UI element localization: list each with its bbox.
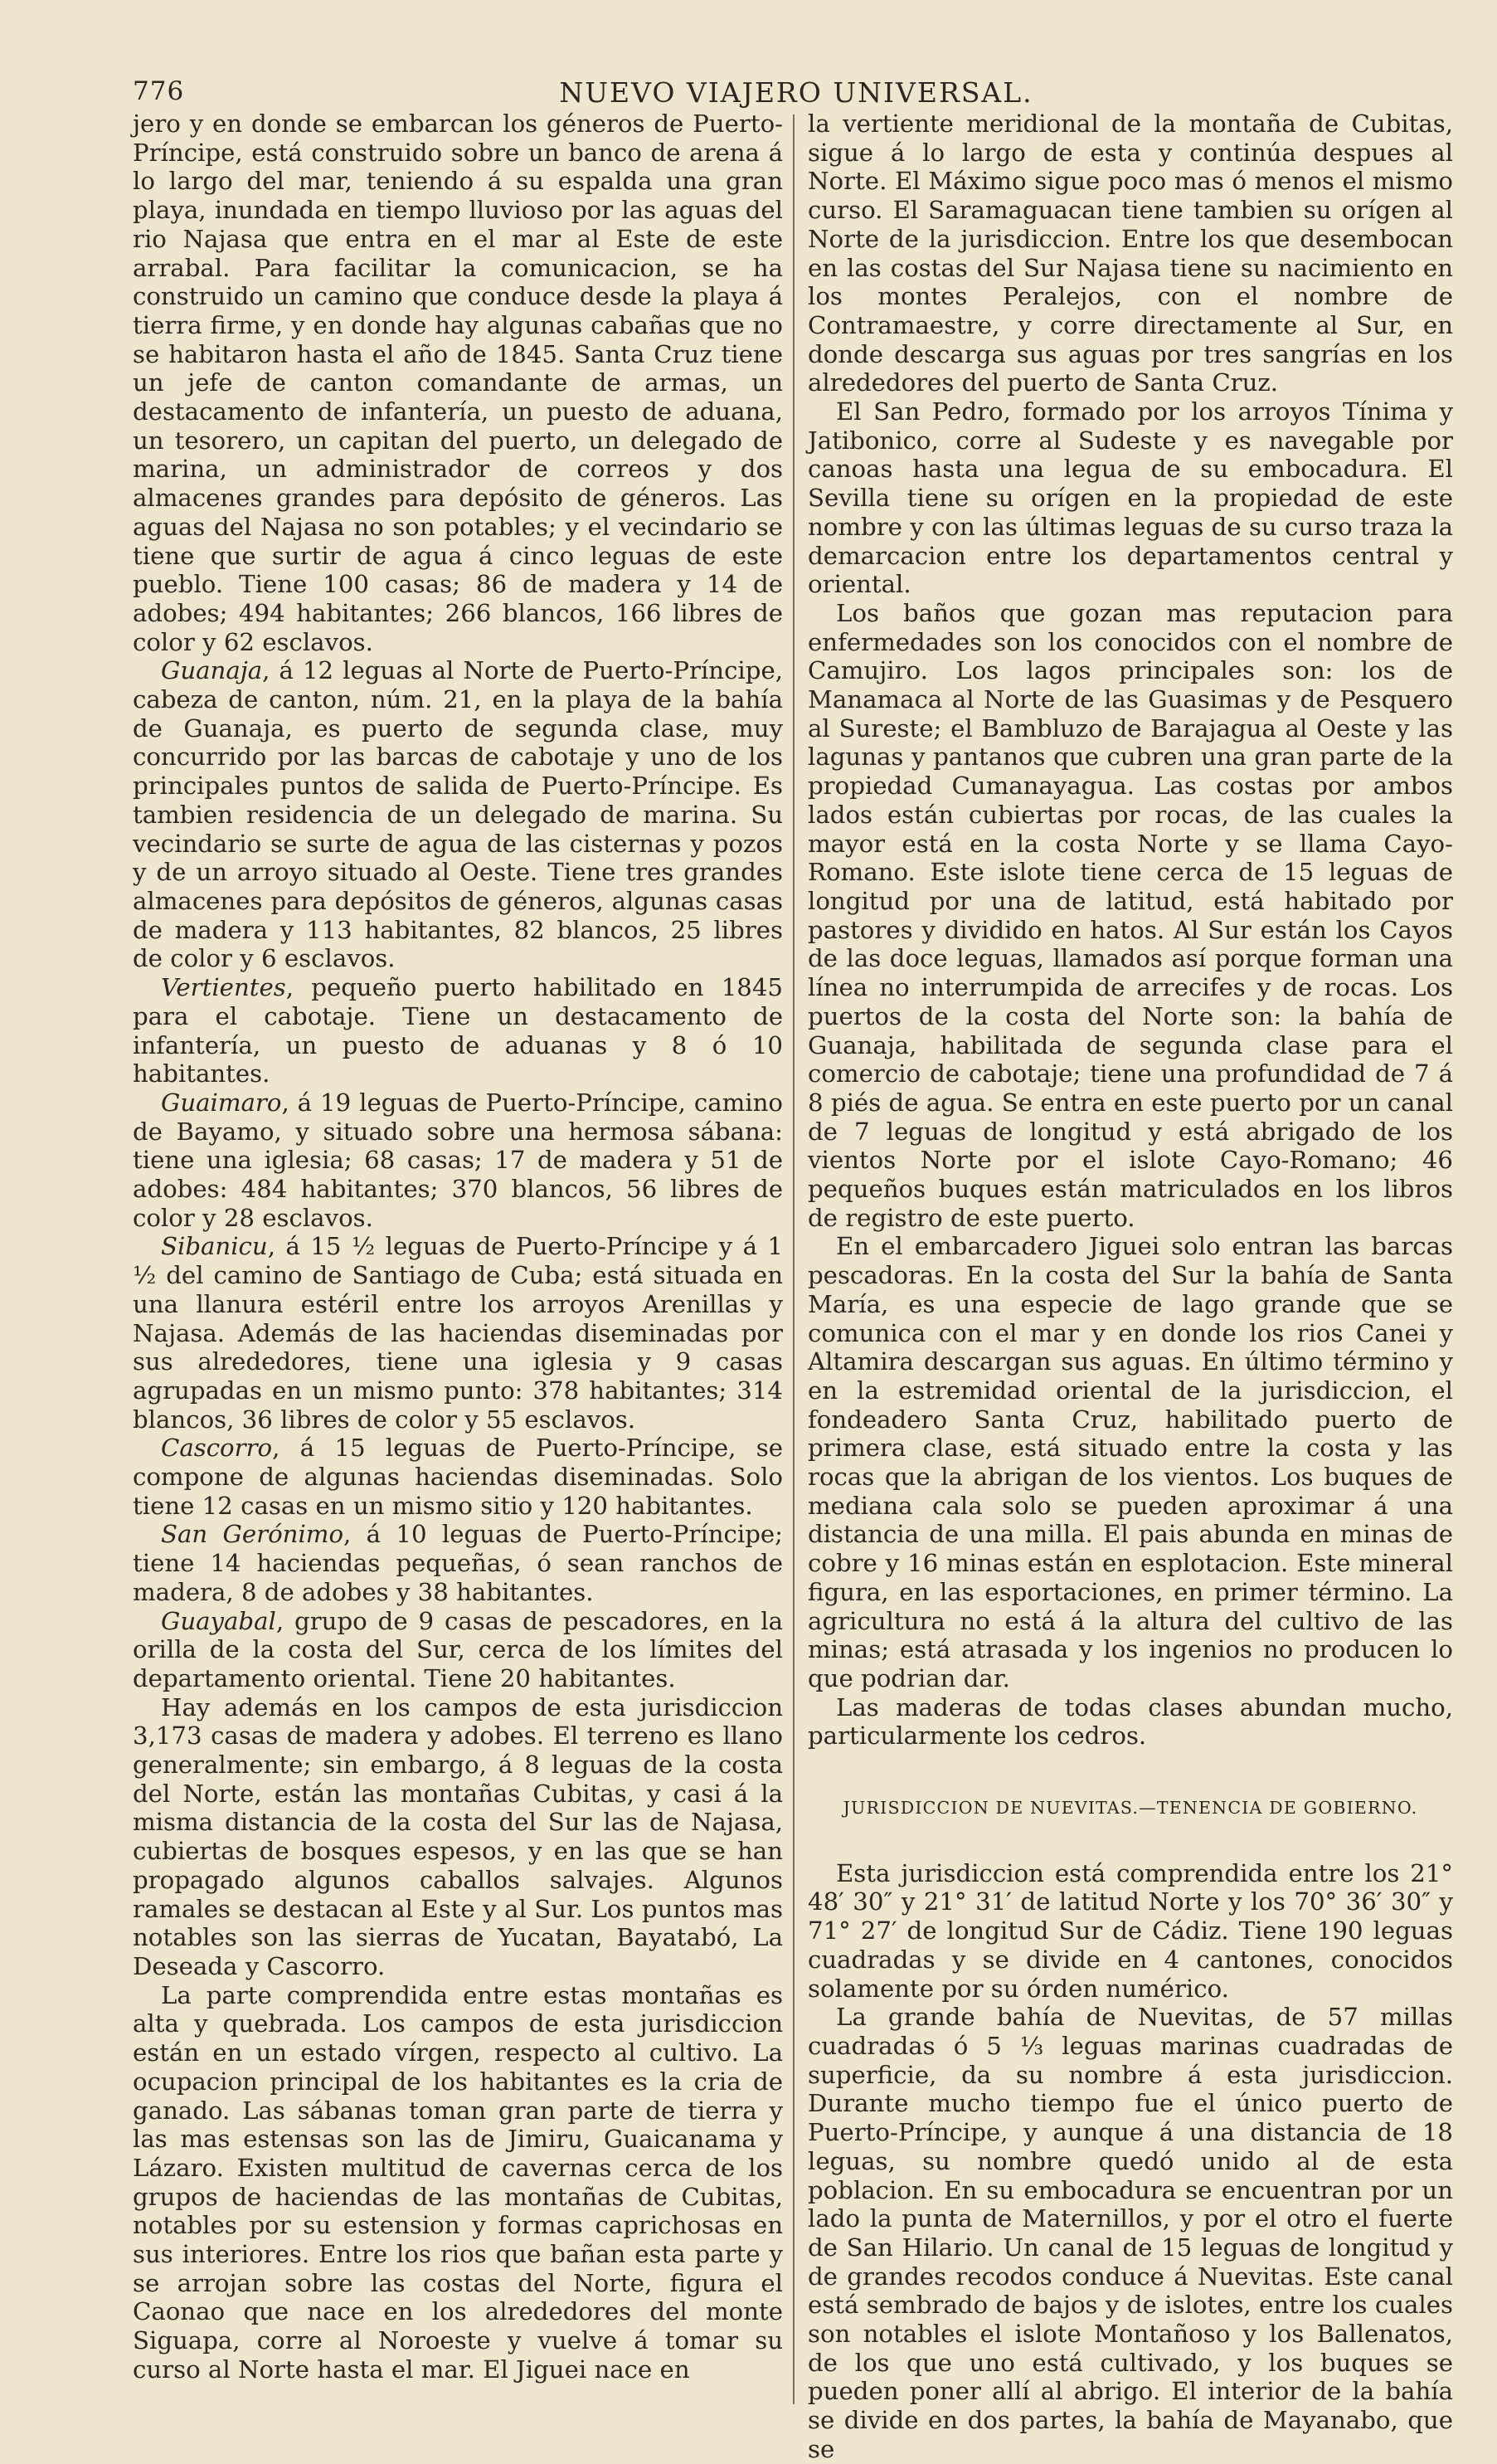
left-column [133, 110, 783, 2384]
place-name: Cascorro [161, 1434, 273, 1463]
running-title: NUEVO VIAJERO UNIVERSAL. [559, 76, 1033, 109]
paragraph: Guanaja, á 12 leguas al Norte de Puerto-Príncipe, cabeza de canton, núm. 21, en la playa de la bahía de Guanaja, es puerto de segunda clase, muy concurrido por las barcas de cabotaje y uno de los principales puntos de salida de Puerto-Príncipe. Es tambien residencia de un delegado de marina. Su vecindario se surte de agua de las cisternas y pozos y de un arroyo situado al Oeste. Tiene tres grandes almacenes para depósitos de géneros, algunas casas de madera y 113 habitantes, 82 blancos, 25 libres de color y 6 esclavos. [133, 656, 783, 973]
paragraph: Las maderas de todas clases abundan mucho, particularmente los cedros. [808, 1692, 1453, 1751]
column-divider [793, 114, 795, 2404]
paragraph: La parte comprendida entre estas montañas es alta y quebrada. Los campos de esta jurisdiccion están en un estado vírgen, respecto al cultivo. La ocupacion principal de los habitantes es la cria de ganado. Las sábanas toman gran parte de tierra y las mas estensas son las de Jimiru, Guaicanama y Lázaro. Existen multitud de cavernas cerca de los grupos de haciendas de las montañas de Cubitas, notables por su estension y formas caprichosas en sus interiores. Entre los rios que bañan esta parte y se arrojan sobre las costas del Norte, figura el Caonao que nace en los alrededores del monte Siguapa, corre al Noroeste y vuelve á tomar su curso al Norte hasta el mar. El Jiguei nace en [133, 1980, 783, 2384]
paragraph: Guaimaro, á 19 leguas de Puerto-Príncipe, camino de Bayamo, y situado sobre una hermosa sábana: tiene una iglesia; 68 casas; 17 de madera y 51 de adobes: 484 habitantes; 370 blancos, 56 libres de color y 28 esclavos. [133, 1088, 783, 1232]
page-number: 776 [133, 76, 185, 106]
page-header [133, 76, 1460, 113]
paragraph: Esta jurisdiccion está comprendida entre los 21° 48′ 30″ y 21° 31′ de latitud Norte y los 70° 36′ 30″ y 71° 27′ de longitud Sur de Cádiz. Tiene 190 leguas cuadradas y se divide en 4 cantones, conocidos solamente por su órden numérico. [808, 1858, 1453, 2003]
paragraph: La grande bahía de Nuevitas, de 57 millas cuadradas ó 5 ⅓ leguas marinas cuadradas de superficie, da su nombre á esta jurisdiccion. Durante mucho tiempo fue el único puerto de Puerto-Príncipe, y aunque á una distancia de 18 leguas, su nombre quedó unido al de esta poblacion. En su embocadura se encuentran por un lado la punta de Maternillos, y por el otro el fuerte de San Hilario. Un canal de 15 leguas de longitud y de grandes recodos conduce á Nuevitas. Este canal está sembrado de bajos y de islotes, entre los cuales son notables el islote Montañoso y los Ballenatos, de los que uno está cultivado, y los buques se pueden poner allí al abrigo. El interior de la bahía se divide en dos partes, la bahía de Mayanabo, que se [808, 2003, 1453, 2463]
paragraph: Los baños que gozan mas reputacion para enfermedades son los conocidos con el nombre de Camujiro. Los lagos principales son: los de Manamaca al Norte de las Guasimas y de Pesquero al Sureste; el Bambluzo de Barajagua al Oeste y las lagunas y pantanos que cubren una gran parte de la propiedad Cumanayagua. Las costas por ambos lados están cubiertas por rocas, de las cuales la mayor está en la costa Norte y se llama Cayo-Romano. Este islote tiene cerca de 15 leguas de longitud por una de latitud, está habitado por pastores y dividido en hatos. Al Sur están los Cayos de las doce leguas, llamados así porque forman una línea no interrumpida de arrecifes y de rocas. Los puertos de la costa del Norte son: la bahía de Guanaja, habilitada de segunda clase para el comercio de cabotaje; tiene una profundidad de 7 á 8 piés de agua. Se entra en este puerto por un canal de 7 leguas de longitud y está abrigado de los vientos Norte por el islote Cayo-Romano; 46 pequeños buques están matriculados en los libros de registro de este puerto. [808, 598, 1453, 1232]
paragraph: Guayabal, grupo de 9 casas de pescadores, en la orilla de la costa del Sur, cerca de los límites del departamento oriental. Tiene 20 habitantes. [133, 1606, 783, 1692]
paragraph: jero y en donde se embarcan los géneros de Puerto-Príncipe, está construido sobre un banco de arena á lo largo del mar, teniendo á su espalda una gran playa, inundada en tiempo lluvioso por las aguas del rio Najasa que entra en el mar al Este de este arrabal. Para facilitar la comunicacion, se ha construido un camino que conduce desde la playa á tierra firme, y en donde hay algunas cabañas que no se habitaron hasta el año de 1845. Santa Cruz tiene un jefe de canton comandante de armas, un destacamento de infantería, un puesto de aduana, un tesorero, un capitan del puerto, un delegado de marina, un administrador de correos y dos almacenes grandes para depósito de géneros. Las aguas del Najasa no son potables; y el vecindario se tiene que surtir de agua á cinco leguas de este pueblo. Tiene 100 casas; 86 de madera y 14 de adobes; 494 habitantes; 266 blancos, 166 libres de color y 62 esclavos. [133, 110, 783, 656]
paragraph: Sibanicu, á 15 ½ leguas de Puerto-Príncipe y á 1 ½ del camino de Santiago de Cuba; está situada en una llanura estéril entre los arroyos Arenillas y Najasa. Además de las haciendas diseminadas por sus alrededores, tiene una iglesia y 9 casas agrupadas en un mismo punto: 378 habitantes; 314 blancos, 36 libres de color y 55 esclavos. [133, 1232, 783, 1434]
paragraph: Vertientes, pequeño puerto habilitado en 1845 para el cabotaje. Tiene un destacamento de infantería, un puesto de aduanas y 8 ó 10 habitantes. [133, 973, 783, 1088]
paragraph: San Gerónimo, á 10 leguas de Puerto-Príncipe; tiene 14 haciendas pequeñas, ó sean ranchos de madera, 8 de adobes y 38 habitantes. [133, 1520, 783, 1606]
place-name: Guanaja [161, 656, 263, 685]
place-name: Guayabal [161, 1606, 276, 1635]
place-name: Guaimaro [161, 1088, 282, 1117]
paragraph: En el embarcadero Jiguei solo entran las barcas pescadoras. En la costa del Sur la bahía de Santa María, es una especie de lago grande que se comunica con el mar y en donde los rios Canei y Altamira descargan sus aguas. En último término y en la estremidad oriental de la jurisdiccion, el fondeadero Santa Cruz, habilitado puerto de primera clase, está situado entre la costa y las rocas que la abrigan de los vientos. Los buques de mediana cala solo se pueden aproximar á una distancia de una milla. El pais abunda en minas de cobre y 16 minas están en esplotacion. Este mineral figura, en las esportaciones, en primer término. La agricultura no está á la altura del cultivo de las minas; está atrasada y los ingenios no producen lo que podrian dar. [808, 1232, 1453, 1692]
paragraph: Cascorro, á 15 leguas de Puerto-Príncipe, se compone de algunas haciendas diseminadas. Solo tiene 12 casas en un mismo sitio y 120 habitantes. [133, 1434, 783, 1520]
place-name: Vertientes [161, 973, 286, 1002]
right-column [808, 110, 1453, 2464]
place-name: San Gerónimo [161, 1520, 344, 1549]
paragraph: Hay además en los campos de esta jurisdiccion 3,173 casas de madera y adobes. El terreno es llano generalmente; sin embargo, á 8 leguas de la costa del Norte, están las montañas Cubitas, y casi á la misma distancia de la costa del Sur las de Najasa, cubiertas de bosques espesos, y en las que se han propagado algunos caballos salvajes. Algunos ramales se destacan al Este y al Sur. Los puntos mas notables son las sierras de Yucatan, Bayatabó, La Deseada y Cascorro. [133, 1692, 783, 1980]
place-name: Sibanicu [161, 1232, 268, 1261]
section-heading: JURISDICCION DE NUEVITAS.—TENENCIA DE GOBIERNO. [843, 1798, 1418, 1819]
paragraph: El San Pedro, formado por los arroyos Tínima y Jatibonico, corre al Sudeste y es navegable por canoas hasta una legua de su embocadura. El Sevilla tiene su orígen en la propiedad de este nombre y con las últimas leguas de su curso traza la demarcacion entre los departamentos central y oriental. [808, 397, 1453, 599]
paragraph: la vertiente meridional de la montaña de Cubitas, sigue á lo largo de esta y continúa despues al Norte. El Máximo sigue poco mas ó menos el mismo curso. El Saramaguacan tiene tambien su orígen al Norte de la jurisdiccion. Entre los que desembocan en las costas del Sur Najasa tiene su nacimiento en los montes Peralejos, con el nombre de Contramaestre, y corre directamente al Sur, en donde descarga sus aguas por tres sangrías en los alrededores del puerto de Santa Cruz. [808, 110, 1453, 397]
